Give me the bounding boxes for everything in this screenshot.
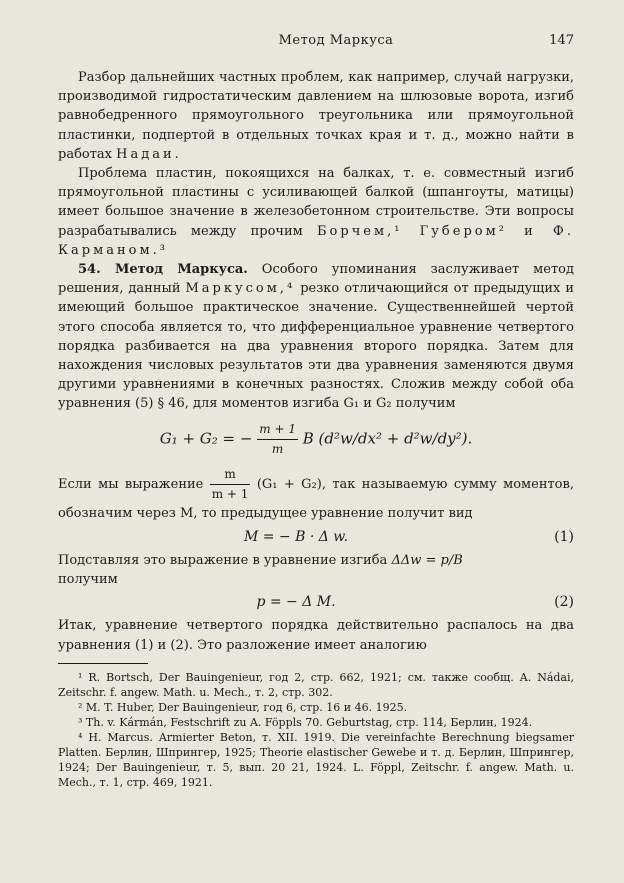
footnote-4: ⁴ H. Marcus. Armierter Beton, т. XII. 1919. Die vereinfachte Berechnung biegsamer Platten. Берлин, Шпрингер, 1925; Theorie elastischer Gewebe и т. д. Берлин, Шпрингер, 1924; Der Bauingenieur, т. 5, вып. 20 21, 1924. L. Föppl, Zeitschr. f. angew. Math. u. Mech., т. 1, стр. 469, 1921.	[58, 730, 574, 789]
fraction: $\frac{m}{m + 1}$	[211, 467, 249, 502]
formula-sum-moments: G₁ + G₂ = − $\frac{m + 1}{m}$ B (d²w/dx² + d²w/dy²).	[58, 420, 574, 459]
fraction: $\frac{m + 1}{m}$	[259, 421, 296, 456]
header-title: Метод Маркуса	[278, 33, 394, 48]
equation-number: (2)	[554, 594, 574, 611]
footnote-3: ³ Th. v. Kármán, Festschrift zu A. Föppls 70. Geburtstag, стр. 114, Берлин, 1924.	[78, 715, 533, 729]
footnote-2: ² M. T. Huber, Der Bauingenieur, год 6, стр. 16 и 46. 1925.	[78, 700, 408, 714]
equation-1: M = − B · Δ w. (1)	[58, 528, 574, 547]
equation-2: p = − Δ M. (2)	[58, 593, 574, 612]
paragraph-3: Если мы выражение $\frac{m}{m + 1}$ (G₁ + G₂), так называемую сумму моментов, обозначим через M, то предыдущее уравнение получит вид	[58, 467, 574, 522]
paragraph-1: Разбор дальнейших частных проблем, как например, случай нагрузки, производимой гидростатическим давлением на шлюзовые ворота, изгиб равнобедренного прямоугольного треугольника или прямоугольной пластинки, подпертой в отдельных точках края и т. д., можно найти в работах Надаи.	[58, 70, 574, 162]
page-body	[58, 68, 574, 790]
page-number: 147	[549, 33, 574, 48]
author-name: Надаи.	[116, 146, 182, 162]
author-names: Борчем,¹ Губером² и Ф. Карманом.³	[58, 223, 574, 258]
footnote-1: ¹ R. Bortsch, Der Bauingenieur, год 2, стр. 662, 1921; см. также сообщ. A. Nádai, Zeitschr. f. angew. Math. u. Mech., т. 2, стр. 302.	[58, 670, 574, 699]
section-title: 54. Метод Маркуса.	[78, 262, 248, 278]
equation-number: (1)	[554, 528, 574, 545]
author-name: Маркусом,⁴	[185, 281, 296, 297]
section-54: 54. Метод Маркуса. Особого упоминания заслуживает метод решения, данный Маркусом,⁴ резко отличающийся от предыдущих и имеющий большое практическое значение. Существеннейшей чертой этого способа является то, что дифференциальное уравнение четвертого порядка разбивается на два уравнения второго порядка. Затем для нахождения числовых результатов эти два уравнения заменяются двумя другими уравнениями в конечных разностях. Сложив между собой оба уравнения (5) § 46, для моментов изгиба G₁ и G₂ получим	[58, 262, 575, 412]
paragraph-4: Подставляя это выражение в уравнение изгиба ΔΔw = p/B получим	[58, 552, 463, 588]
inline-equation: ΔΔw = p/B	[391, 552, 463, 568]
running-header	[58, 24, 574, 48]
paragraph-5: Итак, уравнение четвертого порядка действительно распалось на два уравнения (1) и (2). Это разложение имеет аналогию	[58, 618, 574, 653]
footnote-rule	[58, 663, 148, 664]
paragraph-2: Проблема пластин, покоящихся на балках, т. е. совместный изгиб прямоугольной пластины с усиливающей балкой (шпангоуты, матицы) имеет большое значение в железобетонном строительстве. Эти вопросы разрабатывались между прочим Борчем,¹ Губером² и Ф. Карманом.³	[58, 166, 574, 258]
